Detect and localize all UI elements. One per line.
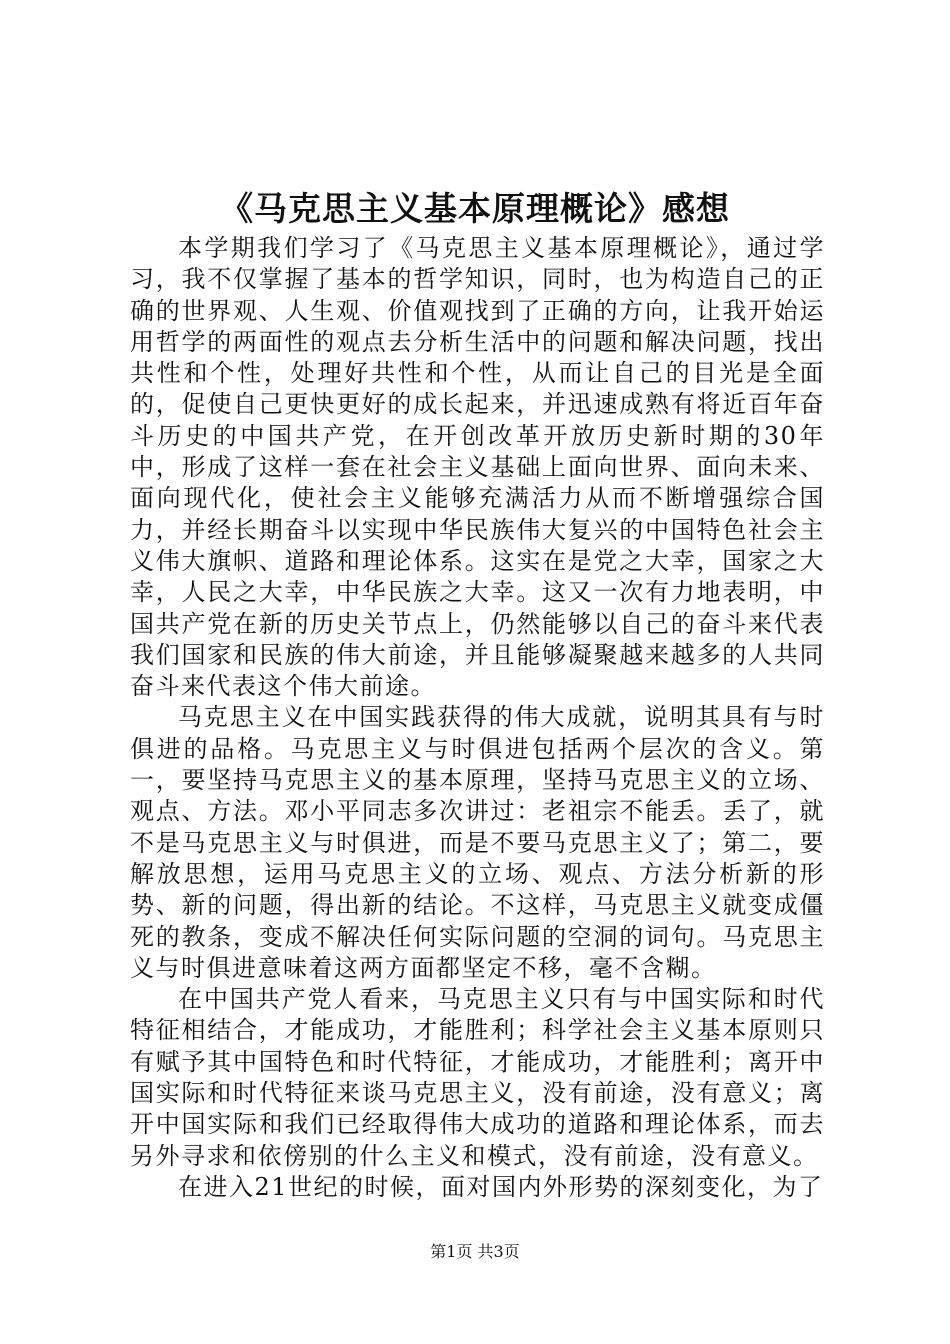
document-title: 《马克思主义基本原理概论》感想	[220, 189, 730, 228]
paragraph-3: 在中国共产党人看来，马克思主义只有与中国实际和时代特征相结合，才能成功，才能胜利；科学社会主义基本原则只有赋予其中国特色和时代特征，才能成功，才能胜利；离开中国实际和时代特征来谈马克思主义，没有前途，没有意义；离开中国实际和我们已经取得伟大成功的道路和理论体系，而去另外寻求和依傍别的什么主义和模式，没有前途，没有意义。	[130, 985, 825, 1170]
paragraph-4: 在进入21世纪的时候，面对国内外形势的深刻变化，为了	[178, 1172, 824, 1201]
document-body	[130, 233, 825, 1203]
page-number-footer: 第1页 共3页	[430, 1242, 520, 1261]
paragraph-2: 马克思主义在中国实践获得的伟大成就，说明其具有与时俱进的品格。马克思主义与时俱进包括两个层次的含义。第一，要坚持马克思主义的基本原理，坚持马克思主义的立场、观点、方法。邓小平同志多次讲过：老祖宗不能丢。丢了，就不是马克思主义与时俱进，而是不要马克思主义了；第二，要解放思想，运用马克思主义的立场、观点、方法分析新的形势、新的问题，得出新的结论。不这样，马克思主义就变成僵死的教条，变成不解决任何实际问题的空洞的词句。马克思主义与时俱进意味着这两方面都坚定不移，毫不含糊。	[130, 703, 825, 982]
paragraph-1: 本学期我们学习了《马克思主义基本原理概论》，通过学习，我不仅掌握了基本的哲学知识，同时，也为构造自己的正确的世界观、人生观、价值观找到了正确的方向，让我开始运用哲学的两面性的观点去分析生活中的问题和解决问题，找出共性和个性，处理好共性和个性，从而让自己的目光是全面的，促使自己更快更好的成长起来，并迅速成熟有将近百年奋斗历史的中国共产党，在开创改革开放历史新时期的30年中，形成了这样一套在社会主义基础上面向世界、面向未来、面向现代化，使社会主义能够充满活力从而不断增强综合国力，并经长期奋斗以实现中华民族伟大复兴的中国特色社会主义伟大旗帜、道路和理论体系。这实在是党之大幸，国家之大幸，人民之大幸，中华民族之大幸。这又一次有力地表明，中国共产党在新的历史关节点上，仍然能够以自己的奋斗来代表我们国家和民族的伟大前途，并且能够凝聚越来越多的人共同奋斗来代表这个伟大前途。	[130, 234, 825, 701]
